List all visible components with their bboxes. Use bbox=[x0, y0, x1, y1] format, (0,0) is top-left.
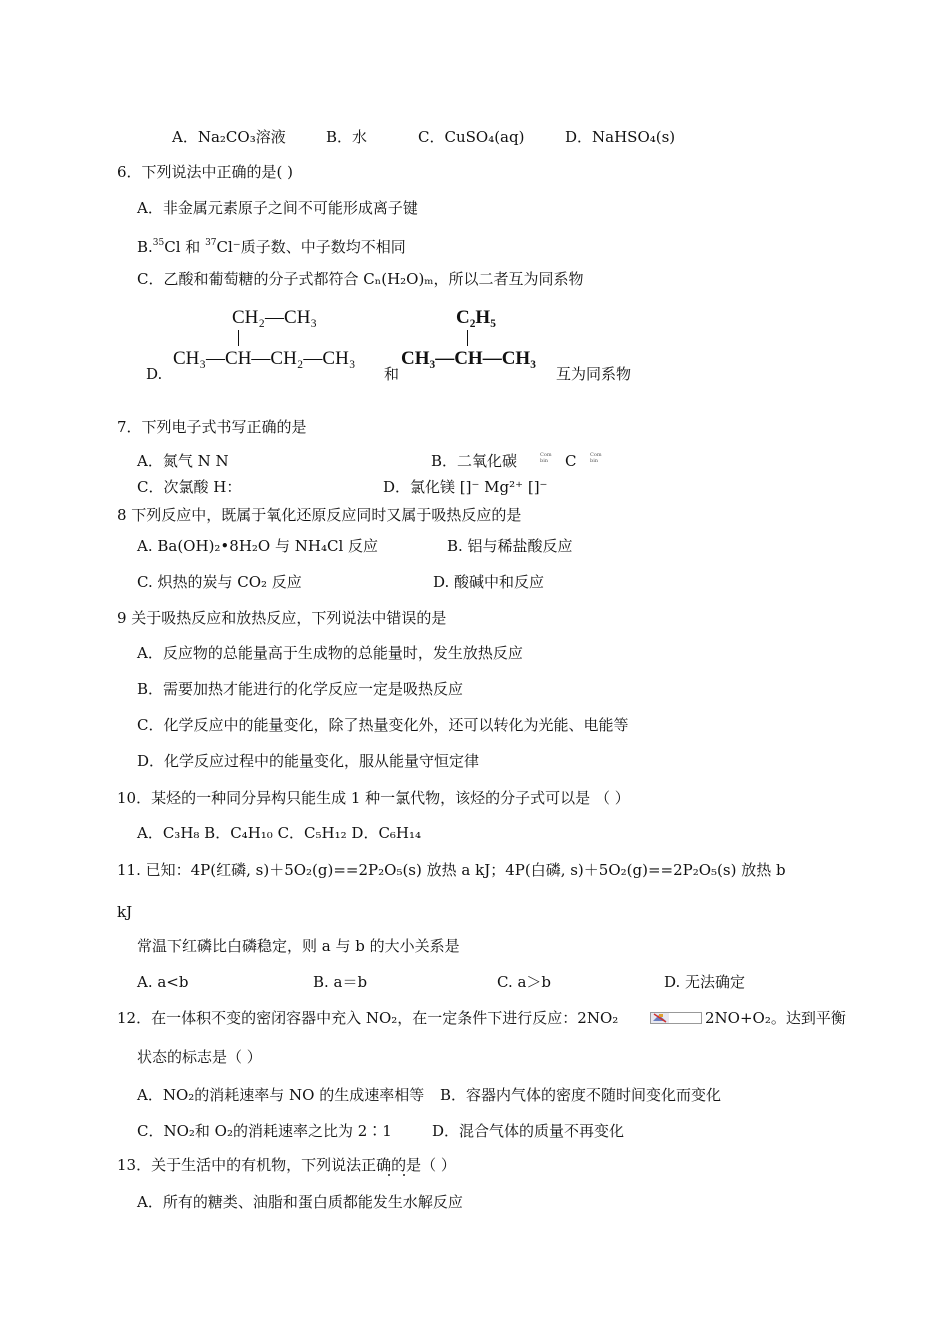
q8-option-b: B. 铝与稀盐酸反应 bbox=[447, 537, 573, 555]
q6-option-a: A．非金属元素原子之间不可能形成离子键 bbox=[137, 199, 418, 217]
q8-stem: 8 下列反应中，既属于氧化还原反应同时又属于吸热反应的是 bbox=[117, 506, 522, 524]
q6-option-d-suffix: 互为同系物 bbox=[556, 365, 632, 383]
q9-option-c: C．化学反应中的能量变化，除了热量变化外，还可以转化为光能、电能等 bbox=[137, 716, 629, 734]
q7-placeholder-2: Com bin bbox=[590, 452, 602, 464]
molecule2-branch: C₂H₅ bbox=[456, 307, 496, 328]
q12-option-a: A．NO₂的消耗速率与 NO 的生成速率相等 bbox=[137, 1086, 425, 1104]
q9-stem: 9 关于吸热反应和放热反应，下列说法中错误的是 bbox=[117, 609, 447, 627]
q8-option-d: D. 酸碱中和反应 bbox=[433, 573, 545, 591]
q12-option-b: B．容器内气体的密度不随时间变化而变化 bbox=[440, 1086, 722, 1104]
q7-placeholder-1: Com bin bbox=[540, 452, 552, 464]
q5-option-d: D．NaHSO₄(s) bbox=[565, 128, 676, 146]
q12-stem-continued: 状态的标志是（ ） bbox=[137, 1048, 262, 1066]
q6-option-d-label: D. bbox=[146, 365, 163, 383]
q11-option-b: B. a＝b bbox=[313, 973, 368, 991]
q9-option-b: B．需要加热才能进行的化学反应一定是吸热反应 bbox=[137, 680, 464, 698]
equilibrium-arrow-icon bbox=[650, 1012, 702, 1024]
q12-stem-part2: 2NO+O₂。达到平衡 bbox=[705, 1009, 846, 1027]
q12-option-d: D．混合气体的质量不再变化 bbox=[432, 1122, 625, 1140]
q7-stem: 7．下列电子式书写正确的是 bbox=[117, 418, 307, 436]
q7-option-b: B．二氧化碳 bbox=[431, 452, 518, 470]
q9-option-d: D．化学反应过程中的能量变化，服从能量守恒定律 bbox=[137, 752, 480, 770]
q11-stem-continued: kJ bbox=[117, 903, 133, 921]
q13-option-a: A．所有的糖类、油脂和蛋白质都能发生水解反应 bbox=[137, 1193, 463, 1211]
q11-question: 常温下红磷比白磷稳定，则 a 与 b 的大小关系是 bbox=[137, 937, 460, 955]
q10-stem: 10．某烃的一种同分异构只能生成 1 种一氯代物，该烃的分子式可以是 （ ） bbox=[117, 789, 630, 807]
q5-option-a: A．Na₂CO₃溶液 bbox=[172, 128, 286, 146]
q9-option-a: A．反应物的总能量高于生成物的总能量时，发生放热反应 bbox=[137, 644, 523, 662]
molecule2-bond bbox=[467, 330, 468, 346]
molecule2-main-chain: CH₃—CH—CH₃ bbox=[401, 348, 536, 369]
q6-option-b: B.$^{35}$Cl 和 $^{37}$Cl⁻质子数、中子数均不相同 bbox=[137, 238, 406, 256]
q7-option-c: C．次氯酸 H： bbox=[137, 478, 242, 496]
q11-stem: 11. 已知：4P(红磷, s)＋5O₂(g)==2P₂O₅(s) 放热 a kJ；4P(白磷, s)＋5O₂(g)==2P₂O₅(s) 放热 b bbox=[117, 861, 786, 879]
q12-option-c: C．NO₂和 O₂的消耗速率之比为 2∶1 bbox=[137, 1122, 392, 1140]
q6-option-d-and: 和 bbox=[384, 365, 400, 383]
q13-stem: 13．关于生活中的有机物，下列说法正确的是（ ） bbox=[117, 1156, 456, 1174]
emphasis-dot bbox=[403, 1174, 405, 1176]
q10-options: A．C₃H₈ B．C₄H₁₀ C．C₅H₁₂ D．C₆H₁₄ bbox=[137, 824, 422, 842]
q7-option-a: A．氮气 N N bbox=[137, 452, 229, 470]
q6-stem: 6．下列说法中正确的是( ) bbox=[117, 163, 294, 181]
emphasis-dot bbox=[388, 1174, 390, 1176]
q12-stem-part1: 12．在一体积不变的密闭容器中充入 NO₂，在一定条件下进行反应：2NO₂ bbox=[117, 1009, 619, 1027]
q11-option-d: D. 无法确定 bbox=[664, 973, 746, 991]
q5-option-c: C．CuSO₄(aq) bbox=[418, 128, 525, 146]
q6-option-c: C．乙酸和葡萄糖的分子式都符合 Cₙ(H₂O)ₘ，所以二者互为同系物 bbox=[137, 270, 584, 288]
q8-option-a: A. Ba(OH)₂•8H₂O 与 NH₄Cl 反应 bbox=[137, 537, 379, 555]
q7-option-d: D．氯化镁 []⁻ Mg²⁺ []⁻ bbox=[383, 478, 548, 496]
molecule1-branch: CH₂—CH₃ bbox=[232, 307, 318, 328]
q11-option-c: C. a＞b bbox=[497, 973, 552, 991]
q11-option-a: A. a<b bbox=[137, 973, 189, 991]
molecule1-main-chain: CH₃—CH—CH₂—CH₃ bbox=[173, 348, 356, 369]
molecule1-bond bbox=[238, 330, 239, 346]
q7-option-b-carbon: C bbox=[565, 452, 577, 470]
q8-option-c: C. 炽热的炭与 CO₂ 反应 bbox=[137, 573, 302, 591]
q5-option-b: B．水 bbox=[326, 128, 368, 146]
